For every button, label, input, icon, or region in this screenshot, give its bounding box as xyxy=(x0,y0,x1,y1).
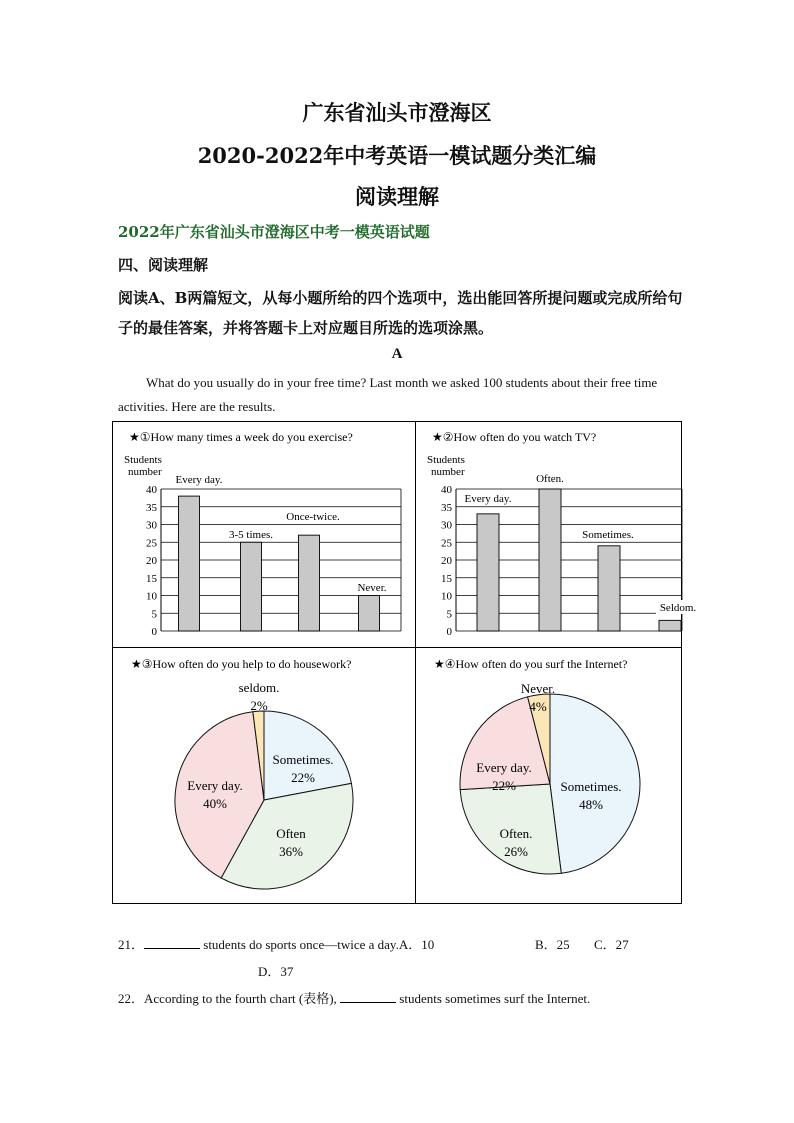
y-axis-label: Students xyxy=(124,454,162,466)
question-text: students do sports once—twice a day.A．10 xyxy=(200,937,435,952)
bar xyxy=(659,620,681,631)
y-tick-label: 35 xyxy=(146,501,157,514)
y-tick-label: 30 xyxy=(146,519,157,532)
y-tick-label: 30 xyxy=(441,519,452,532)
y-tick-label: 20 xyxy=(146,555,157,567)
y-tick-label: 10 xyxy=(146,590,157,603)
y-tick-label: 0 xyxy=(446,626,452,638)
chart-title: ★④How often do you surf the Internet? xyxy=(434,657,628,671)
slice-percent: 48% xyxy=(579,797,603,812)
slice-percent: 26% xyxy=(504,844,528,859)
slice-label: Often xyxy=(276,826,306,841)
doc-title-line1: 广东省汕头市澄海区 xyxy=(302,100,492,125)
pie-chart-housework xyxy=(113,648,415,904)
slice-percent: 36% xyxy=(279,844,303,859)
exam-title: 2022年广东省汕头市澄海区中考一模英语试题 xyxy=(118,223,430,241)
bar xyxy=(241,542,262,631)
bar xyxy=(299,535,320,631)
slice-label: seldom. xyxy=(238,680,280,695)
bar-label: Never. xyxy=(357,582,387,594)
question-text-post: students sometimes surf the Internet. xyxy=(396,991,591,1006)
chart-title: ★②How often do you watch TV? xyxy=(432,430,597,444)
y-tick-label: 25 xyxy=(146,537,157,550)
option-d: D．37 xyxy=(258,964,294,979)
y-tick-label: 15 xyxy=(146,572,157,585)
question-21 xyxy=(118,934,629,953)
slice-label: Sometimes. xyxy=(560,779,622,794)
slice-label: Every day. xyxy=(187,778,243,793)
y-tick-label: 5 xyxy=(151,608,157,621)
passage-text: What do you usually do in your free time? Last month we asked 100 students about their free time activities. Here are the results. xyxy=(118,375,658,414)
bar-chart-tv xyxy=(416,422,697,647)
y-tick-label: 40 xyxy=(441,484,452,496)
y-tick-label: 5 xyxy=(446,608,452,621)
slice-percent: 40% xyxy=(203,796,227,811)
chart-title: ★③How often do you help to do housework? xyxy=(131,657,352,671)
slice-label: Often. xyxy=(499,826,533,841)
bar-label: Every day. xyxy=(464,493,512,505)
answer-blank xyxy=(144,936,200,949)
slice-label: Never. xyxy=(520,681,556,696)
slice-percent: 22% xyxy=(492,778,516,793)
y-axis-label: Students xyxy=(427,454,465,466)
y-tick-label: 20 xyxy=(441,555,452,567)
question-number: 21． xyxy=(118,937,145,952)
y-tick-label: 40 xyxy=(146,484,157,496)
bar xyxy=(359,596,380,632)
option-c: C．27 xyxy=(594,937,629,952)
question-number: 22． xyxy=(118,991,145,1006)
bar-label: Seldom. xyxy=(659,602,697,614)
y-tick-label: 10 xyxy=(441,590,452,603)
slice-percent: 22% xyxy=(291,770,315,785)
bar xyxy=(477,514,499,631)
instructions: 阅读A、B两篇短文，从每小题所给的四个选项中，选出能回答所提问题或完成所给句子的最佳答案，并将答题卡上对应题目所选的选项涂黑。 xyxy=(118,289,683,337)
y-axis-label: number xyxy=(431,466,465,478)
y-axis-label: number xyxy=(128,466,162,478)
passage-label: A xyxy=(391,346,403,362)
answer-blank xyxy=(340,990,396,1003)
chart-panel-housework xyxy=(113,648,415,904)
y-tick-label: 15 xyxy=(441,572,452,585)
chart-panel-exercise xyxy=(113,422,415,647)
doc-title-line3: 阅读理解 xyxy=(355,184,439,209)
chart-panel-internet xyxy=(416,648,682,904)
bar xyxy=(539,489,561,631)
bar-label: 3-5 times. xyxy=(229,529,273,541)
slice-label: Every day. xyxy=(476,760,532,775)
y-tick-label: 35 xyxy=(441,501,452,514)
chart-panel-tv xyxy=(416,422,697,647)
chart-grid xyxy=(112,421,697,904)
slice-percent: 4% xyxy=(529,699,547,714)
bar xyxy=(598,546,620,631)
bar-chart-exercise xyxy=(113,422,415,647)
bar-label: Every day. xyxy=(175,474,223,486)
section-heading: 四、阅读理解 xyxy=(118,256,209,274)
question-22 xyxy=(118,988,590,1007)
bar xyxy=(179,496,200,631)
slice-percent: 2% xyxy=(250,698,268,713)
y-tick-label: 25 xyxy=(441,537,452,550)
slice-label: Sometimes. xyxy=(272,752,334,767)
y-tick-label: 0 xyxy=(151,626,157,638)
pie-chart-internet xyxy=(416,648,682,904)
chart-title: ★①How many times a week do you exercise? xyxy=(129,430,353,444)
bar-label: Often. xyxy=(536,473,564,485)
option-b: B．25 xyxy=(535,937,570,952)
question-text-pre: According to the fourth chart (表格), xyxy=(144,991,341,1006)
bar-label: Sometimes. xyxy=(582,529,634,541)
doc-title-line2: 2020-2022年中考英语一模试题分类汇编 xyxy=(197,143,597,168)
bar-label: Once-twice. xyxy=(286,511,340,523)
